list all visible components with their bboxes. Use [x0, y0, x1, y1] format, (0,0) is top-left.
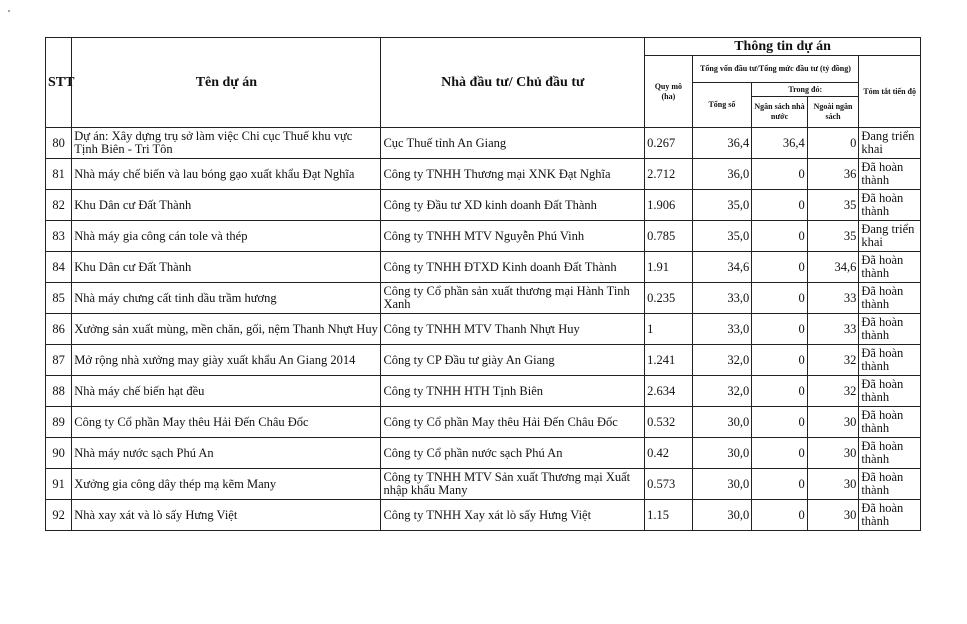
cell-total: 35,0 [692, 190, 752, 221]
cell-non-state: 35 [807, 190, 859, 221]
cell-total: 32,0 [692, 345, 752, 376]
cell-non-state: 0 [807, 128, 859, 159]
cell-total: 30,0 [692, 438, 752, 469]
cell-state-budget: 0 [752, 345, 808, 376]
cell-status: Đã hoàn thành [859, 314, 921, 345]
header-stt: STT [46, 38, 72, 128]
cell-project-name: Nhà máy gia công cán tole và thép [72, 221, 381, 252]
cell-status: Đang triển khai [859, 128, 921, 159]
cell-status: Đã hoàn thành [859, 407, 921, 438]
cell-project-name: Nhà xay xát và lò sấy Hưng Việt [72, 500, 381, 531]
cell-scale: 0.267 [645, 128, 692, 159]
cell-non-state: 30 [807, 438, 859, 469]
cell-scale: 1.15 [645, 500, 692, 531]
cell-scale: 1.241 [645, 345, 692, 376]
project-table [45, 37, 921, 531]
cell-investor: Cục Thuế tỉnh An Giang [381, 128, 645, 159]
cell-stt: 80 [46, 128, 72, 159]
cell-non-state: 33 [807, 314, 859, 345]
cell-stt: 83 [46, 221, 72, 252]
cell-stt: 91 [46, 469, 72, 500]
header-project-info: Thông tin dự án [645, 38, 921, 56]
cell-status: Đã hoàn thành [859, 159, 921, 190]
cell-stt: 81 [46, 159, 72, 190]
table-row [46, 221, 921, 252]
header-scale: Quy mô (ha) [645, 56, 692, 128]
cell-investor: Công ty TNHH ĐTXD Kinh doanh Đất Thành [381, 252, 645, 283]
cell-status: Đã hoàn thành [859, 376, 921, 407]
cell-project-name: Nhà máy chế biến và lau bóng gạo xuất khẩu Đạt Nghĩa [72, 159, 381, 190]
cell-investor: Công ty CP Đầu tư giày An Giang [381, 345, 645, 376]
table-row [46, 345, 921, 376]
cell-investor: Công ty TNHH MTV Thanh Nhựt Huy [381, 314, 645, 345]
cell-scale: 0.573 [645, 469, 692, 500]
table-row [46, 314, 921, 345]
header-total: Tổng số [692, 83, 752, 128]
cell-state-budget: 0 [752, 221, 808, 252]
cell-project-name: Công ty Cổ phần May thêu Hải Đến Châu Đốc [72, 407, 381, 438]
cell-state-budget: 36,4 [752, 128, 808, 159]
cell-scale: 1.906 [645, 190, 692, 221]
header-progress: Tóm tắt tiến độ [859, 56, 921, 128]
scan-speck [8, 10, 10, 12]
cell-non-state: 35 [807, 221, 859, 252]
cell-state-budget: 0 [752, 469, 808, 500]
table-row [46, 128, 921, 159]
cell-stt: 86 [46, 314, 72, 345]
cell-stt: 82 [46, 190, 72, 221]
cell-state-budget: 0 [752, 376, 808, 407]
cell-total: 33,0 [692, 283, 752, 314]
cell-project-name: Nhà máy nước sạch Phú An [72, 438, 381, 469]
cell-project-name: Khu Dân cư Đất Thành [72, 190, 381, 221]
table-row [46, 407, 921, 438]
cell-project-name: Xưởng sản xuất mùng, mền chăn, gối, nệm Thanh Nhựt Huy [72, 314, 381, 345]
cell-stt: 85 [46, 283, 72, 314]
table-body [46, 128, 921, 531]
cell-total: 30,0 [692, 407, 752, 438]
cell-scale: 1.91 [645, 252, 692, 283]
cell-total: 36,0 [692, 159, 752, 190]
cell-investor: Công ty Cổ phần sản xuất thương mại Hành Tinh Xanh [381, 283, 645, 314]
cell-status: Đã hoàn thành [859, 469, 921, 500]
cell-scale: 0.235 [645, 283, 692, 314]
header-non-state: Ngoài ngân sách [807, 97, 859, 128]
cell-stt: 88 [46, 376, 72, 407]
cell-project-name: Nhà máy chưng cất tinh dầu trầm hương [72, 283, 381, 314]
table-row [46, 438, 921, 469]
header-of-which: Trong đó: [752, 83, 859, 97]
cell-status: Đã hoàn thành [859, 438, 921, 469]
cell-total: 34,6 [692, 252, 752, 283]
cell-scale: 2.634 [645, 376, 692, 407]
cell-status: Đã hoàn thành [859, 500, 921, 531]
header-project-name: Tên dự án [72, 38, 381, 128]
cell-investor: Công ty Cổ phần May thêu Hải Đến Châu Đốc [381, 407, 645, 438]
table-row [46, 252, 921, 283]
table-row [46, 159, 921, 190]
table-header [46, 38, 921, 128]
cell-total: 35,0 [692, 221, 752, 252]
table-row [46, 376, 921, 407]
cell-non-state: 32 [807, 376, 859, 407]
cell-non-state: 30 [807, 469, 859, 500]
cell-non-state: 30 [807, 407, 859, 438]
cell-status: Đang triển khai [859, 221, 921, 252]
cell-non-state: 33 [807, 283, 859, 314]
cell-non-state: 34,6 [807, 252, 859, 283]
cell-non-state: 36 [807, 159, 859, 190]
cell-investor: Công ty TNHH MTV Sản xuất Thương mại Xuất nhập khẩu Many [381, 469, 645, 500]
cell-state-budget: 0 [752, 283, 808, 314]
cell-project-name: Khu Dân cư Đất Thành [72, 252, 381, 283]
cell-investor: Công ty TNHH Xay xát lò sấy Hưng Việt [381, 500, 645, 531]
cell-state-budget: 0 [752, 438, 808, 469]
cell-scale: 2.712 [645, 159, 692, 190]
cell-stt: 92 [46, 500, 72, 531]
table-row [46, 469, 921, 500]
cell-investor: Công ty Đầu tư XD kinh doanh Đất Thành [381, 190, 645, 221]
cell-scale: 0.785 [645, 221, 692, 252]
cell-investor: Công ty TNHH HTH Tịnh Biên [381, 376, 645, 407]
cell-stt: 90 [46, 438, 72, 469]
cell-stt: 84 [46, 252, 72, 283]
cell-stt: 89 [46, 407, 72, 438]
cell-scale: 0.42 [645, 438, 692, 469]
table-row [46, 500, 921, 531]
cell-status: Đã hoàn thành [859, 252, 921, 283]
cell-state-budget: 0 [752, 314, 808, 345]
cell-total: 33,0 [692, 314, 752, 345]
cell-total: 30,0 [692, 469, 752, 500]
cell-status: Đã hoàn thành [859, 283, 921, 314]
cell-non-state: 30 [807, 500, 859, 531]
cell-scale: 1 [645, 314, 692, 345]
cell-total: 32,0 [692, 376, 752, 407]
table-row [46, 190, 921, 221]
header-total-investment: Tổng vốn đầu tư/Tổng mức đầu tư (tỷ đồng) [692, 56, 859, 83]
cell-project-name: Mở rộng nhà xưởng may giày xuất khẩu An Giang 2014 [72, 345, 381, 376]
cell-project-name: Xưởng gia công dây thép mạ kẽm Many [72, 469, 381, 500]
cell-total: 30,0 [692, 500, 752, 531]
cell-total: 36,4 [692, 128, 752, 159]
cell-stt: 87 [46, 345, 72, 376]
cell-state-budget: 0 [752, 500, 808, 531]
header-state-budget: Ngân sách nhà nước [752, 97, 808, 128]
cell-state-budget: 0 [752, 252, 808, 283]
cell-non-state: 32 [807, 345, 859, 376]
cell-investor: Công ty Cổ phần nước sạch Phú An [381, 438, 645, 469]
cell-scale: 0.532 [645, 407, 692, 438]
cell-status: Đã hoàn thành [859, 345, 921, 376]
cell-state-budget: 0 [752, 159, 808, 190]
cell-status: Đã hoàn thành [859, 190, 921, 221]
cell-project-name: Dự án: Xây dựng trụ sở làm việc Chi cục Thuế khu vực Tịnh Biên - Tri Tôn [72, 128, 381, 159]
cell-investor: Công ty TNHH MTV Nguyễn Phú Vinh [381, 221, 645, 252]
cell-project-name: Nhà máy chế biến hạt đều [72, 376, 381, 407]
header-investor: Nhà đầu tư/ Chủ đầu tư [381, 38, 645, 128]
cell-investor: Công ty TNHH Thương mại XNK Đạt Nghĩa [381, 159, 645, 190]
cell-state-budget: 0 [752, 190, 808, 221]
cell-state-budget: 0 [752, 407, 808, 438]
table-row [46, 283, 921, 314]
